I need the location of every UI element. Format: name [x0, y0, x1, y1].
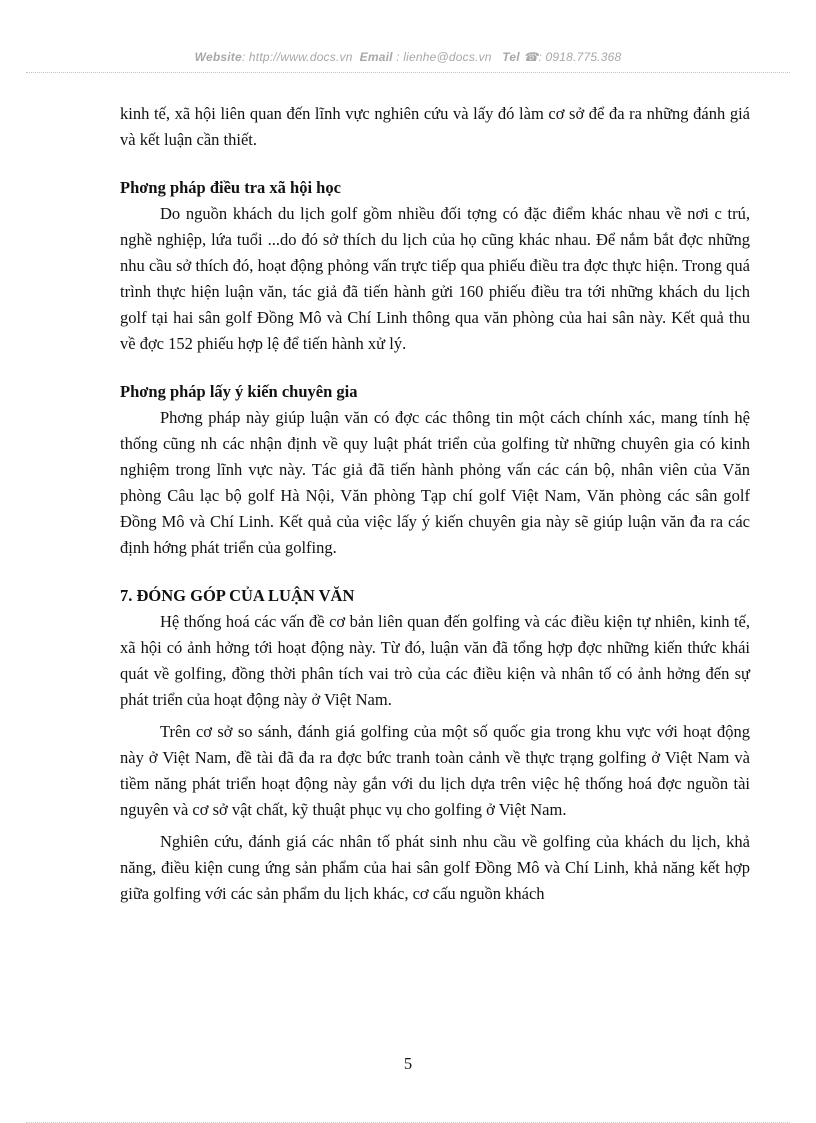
email-link[interactable]: : lienhe@docs.vn	[396, 50, 492, 64]
tel-number: : 0918.775.368	[538, 50, 622, 64]
page-number: 5	[403, 1054, 413, 1073]
contribution-paragraph-3: Nghiên cứu, đánh giá các nhân tố phát sinh nhu cầu về golfing của khách du lịch, khả năng, điều kiện cung ứng sản phẩm của hai sân golf Đồng Mô và Chí Linh, khả năng kết hợp giữa golfing với các sản phẩm du lịch khác, cơ cấu nguồn khách	[120, 832, 750, 903]
website-label: Website	[194, 50, 242, 64]
page-content	[120, 101, 750, 907]
website-link[interactable]: : http://www.docs.vn	[241, 50, 353, 64]
intro-paragraph: kinh tế, xã hội liên quan đến lĩnh vực nghiên cứu và lấy đó làm cơ sở để đa ra những đánh giá và kết luận cần thiết.	[120, 104, 750, 149]
phone-icon: ☎	[523, 50, 539, 64]
expert-method-paragraph: Phơng pháp này giúp luận văn có đợc các thông tin một cách chính xác, mang tính hệ thống cũng nh các nhận định về quy luật phát triển của golfing từ những chuyên gia có kinh nghiệm trong lĩnh vực này. Tác giả đã tiến hành phỏng vấn các cán bộ, nhân viên của Văn phòng Câu lạc bộ golf Hà Nội, Văn phòng Tạp chí golf Việt Nam, Văn phòng các sân golf Đồng Mô và Chí Linh. Kết quả của việc lấy ý kiến chuyên gia này sẽ giúp luận văn đa ra các định hớng phát triển của golfing.	[120, 408, 750, 557]
tel-label: Tel	[502, 50, 520, 64]
survey-method-paragraph: Do nguồn khách du lịch golf gồm nhiều đối tợng có đặc điểm khác nhau về nơi c trú, nghề nghiệp, lứa tuổi ...do đó sở thích du lịch của họ cũng khác nhau. Để nắm bắt đợc những nhu cầu sở thích đó, hoạt động phỏng vấn trực tiếp qua phiếu điều tra đợc thực hiện. Trong quá trình thực hiện luận văn, tác giả đã tiến hành gửi 160 phiếu điều tra tới những khách du lịch golf tại hai sân golf Đồng Mô và Chí Linh thông qua văn phòng của hai sân này. Kết quả thu về đợc 152 phiếu hợp lệ để tiến hành xử lý.	[120, 204, 750, 353]
expert-method-heading: Phơng pháp lấy ý kiến chuyên gia	[120, 382, 358, 401]
section-heading-contribution: 7. ĐÓNG GÓP CỦA LUẬN VĂN	[120, 586, 355, 605]
header-divider	[26, 72, 790, 73]
contribution-paragraph-2: Trên cơ sở so sánh, đánh giá golfing của một số quốc gia trong khu vực với hoạt động này ở Việt Nam, đề tài đã đa ra đợc bức tranh toàn cảnh về thực trạng golfing ở Việt Nam và tiềm năng phát triển hoạt động này gắn với du lịch dựa trên việc hệ thống hoá đợc nguồn tài nguyên và cơ sở vật chất, kỹ thuật phục vụ cho golfing ở Việt Nam.	[120, 722, 750, 819]
contribution-paragraph-1: Hệ thống hoá các vấn đề cơ bản liên quan đến golfing và các điều kiện tự nhiên, kinh tế, xã hội có ảnh hởng tới hoạt động này. Từ đó, luận văn đã tổng hợp đợc những kiến thức khái quát về golfing, đồng thời phân tích vai trò của các điều kiện và nhân tố có ảnh hởng đến sự phát triển của hoạt động này ở Việt Nam.	[120, 612, 750, 709]
page-header	[0, 50, 816, 72]
survey-method-heading: Phơng pháp điều tra xã hội học	[120, 178, 341, 197]
email-label: Email	[359, 50, 393, 64]
